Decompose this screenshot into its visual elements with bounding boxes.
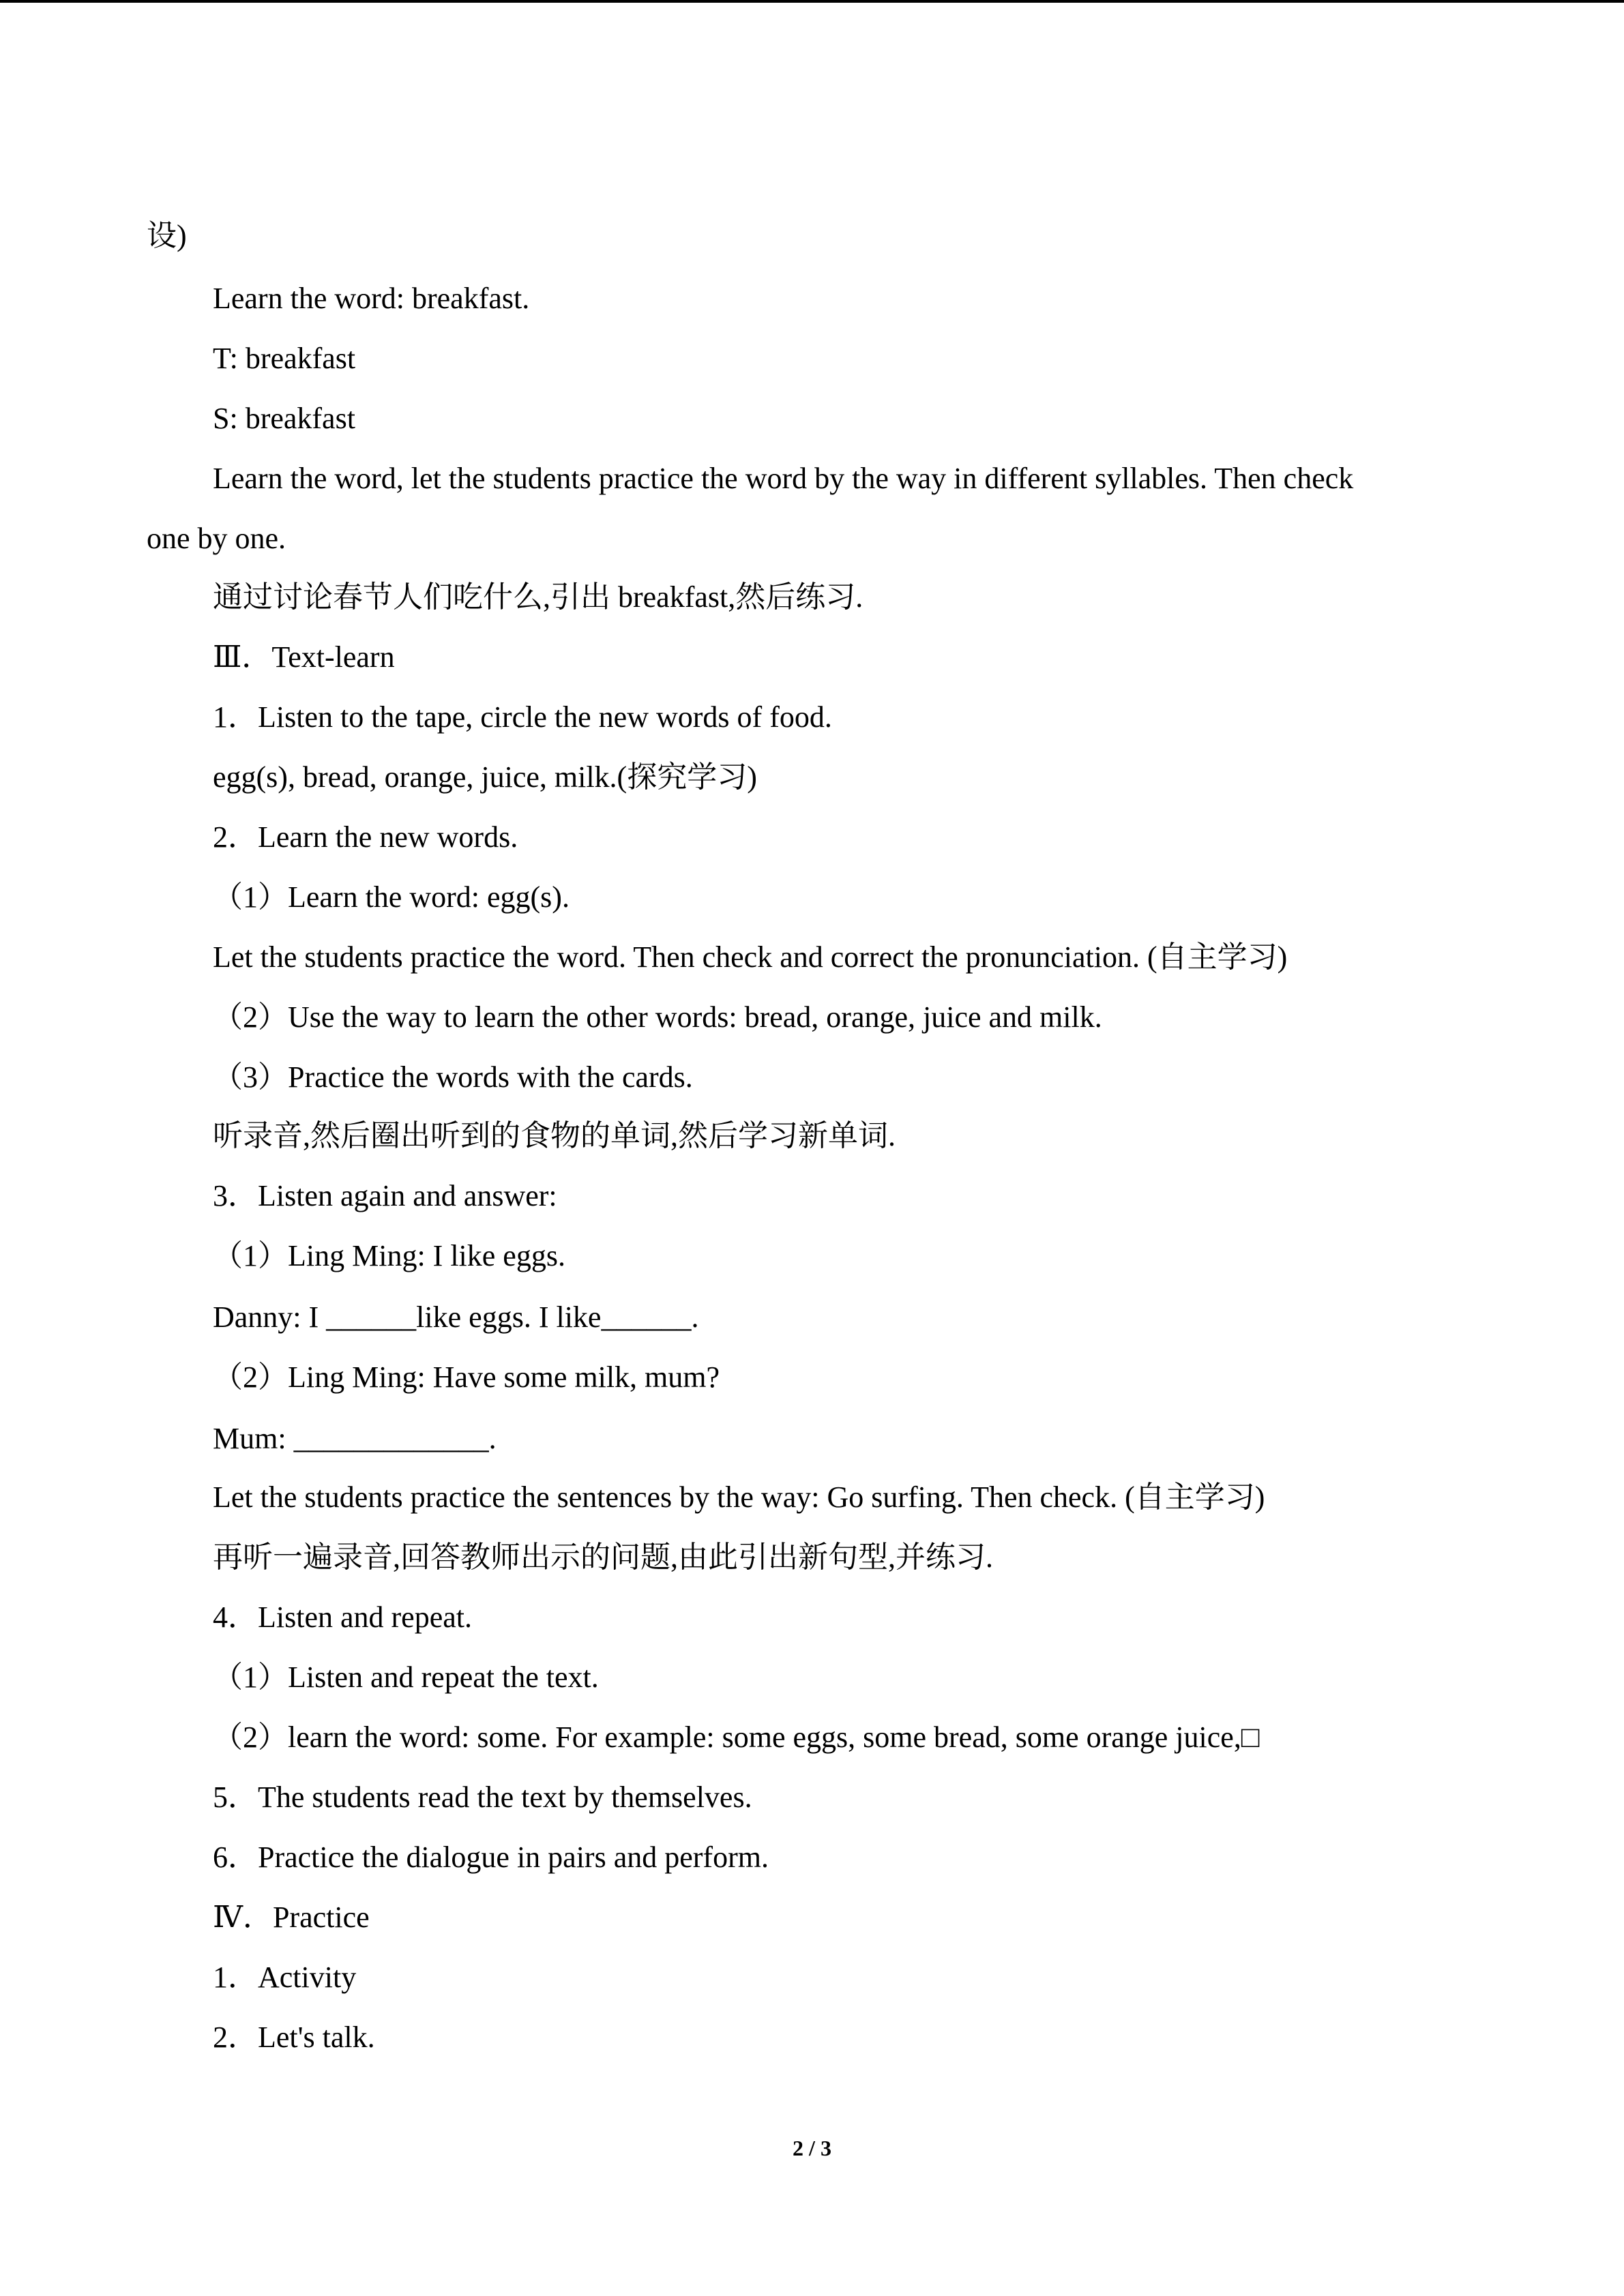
text-line-continuation: 设) [147,219,187,252]
text-line-chinese: 通过讨论春节人们吃什么,引出 breakfast,然后练习. [213,580,863,614]
sub-list-item: （2）Use the way to learn the other words: bread, orange, juice and milk. [213,1000,1102,1034]
text-line-chinese: 听录音,然后圈出听到的食物的单词,然后学习新单词. [213,1119,896,1152]
page-number: 2 / 3 [793,2136,831,2160]
list-item: 2．Learn the new words. [213,820,518,854]
fill-blank-line: Mum: _____________. [213,1422,497,1455]
text-line: Let the students practice the word. Then check and correct the pronunciation. (自主学习) [213,940,1288,974]
list-item: 2．Let's talk. [213,2021,375,2054]
text-line: T: breakfast [213,342,356,375]
text-line: S: breakfast [213,402,355,435]
sub-list-item: （2）learn the word: some. For example: some eggs, some bread, some orange juice,□ [213,1720,1260,1754]
sub-list-item: （3）Practice the words with the cards. [213,1060,693,1094]
list-item: 3．Listen again and answer: [213,1179,557,1212]
text-line: Learn the word, let the students practice the word by the way in different syllables. Then check [213,462,1354,495]
text-line: Let the students practice the sentences by the way: Go surfing. Then check. (自主学习) [213,1480,1265,1514]
section-heading: Ⅳ．Practice [213,1900,370,1934]
list-item: 1．Activity [213,1960,357,1994]
text-line-chinese: 再听一遍录音,回答教师出示的问题,由此引出新句型,并练习. [213,1540,993,1574]
fill-blank-line: Danny: I ______like eggs. I like______. [213,1300,699,1334]
list-item: 4．Listen and repeat. [213,1600,472,1634]
section-heading: Ⅲ．Text-learn [213,640,395,674]
text-line: Learn the word: breakfast. [213,282,530,315]
sub-list-item: （1）Listen and repeat the text. [213,1660,599,1694]
sub-list-item: （1）Ling Ming: I like eggs. [213,1239,565,1272]
text-line: egg(s), bread, orange, juice, milk.(探究学习) [213,760,757,794]
list-item: 1．Listen to the tape, circle the new words of food. [213,700,832,734]
sub-list-item: （1）Learn the word: egg(s). [213,880,570,914]
list-item: 5．The students read the text by themselves. [213,1780,752,1814]
text-line: one by one. [147,522,286,555]
list-item: 6．Practice the dialogue in pairs and perform. [213,1840,769,1874]
sub-list-item: （2）Ling Ming: Have some milk, mum? [213,1360,720,1394]
